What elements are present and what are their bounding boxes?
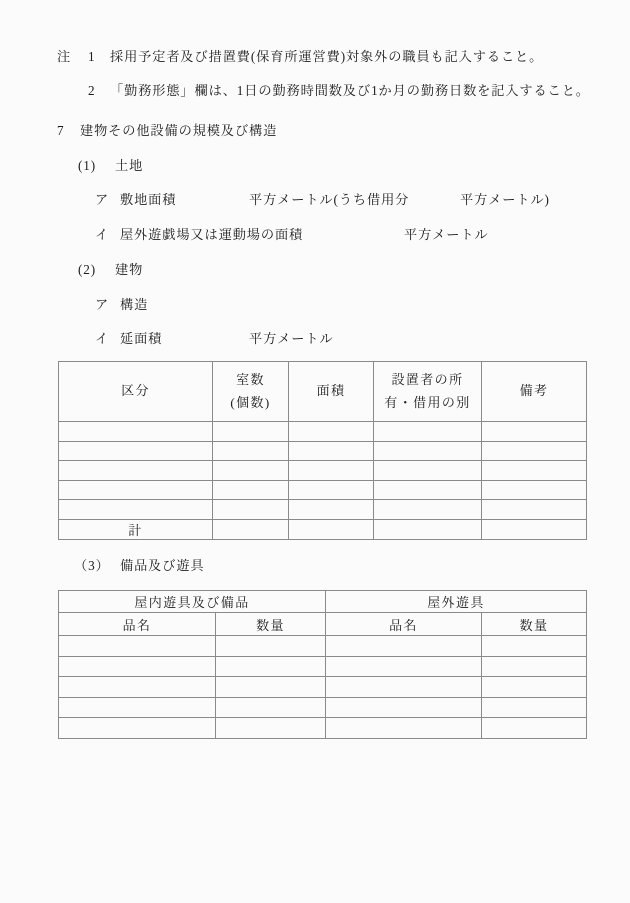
header-room-count-line1: 室数	[236, 371, 265, 387]
item-unit-1b: 平方メートル	[404, 227, 489, 242]
item-unit2-1a: 平方メートル)	[460, 192, 550, 207]
group-header-outdoor: 屋外遊具	[326, 591, 587, 613]
notes-label: 注	[57, 49, 72, 64]
cell-remarks[interactable]	[482, 461, 587, 481]
header-outdoor-name: 品名	[326, 613, 482, 636]
cell-ownership[interactable]	[374, 500, 482, 520]
item-unit-1a: 平方メートル(うち借用分	[249, 192, 410, 207]
cell-remarks[interactable]	[482, 480, 587, 500]
section-title: 建物その他設備の規模及び構造	[80, 123, 278, 138]
cell-remarks[interactable]	[482, 441, 587, 461]
cell-outdoor-name[interactable]	[326, 677, 482, 698]
subsection-title-1: 土地	[115, 158, 144, 173]
header-cell-remarks: 備考	[482, 362, 587, 422]
table-row[interactable]	[59, 500, 587, 520]
note-number-1: 1	[88, 49, 95, 64]
cell-ownership[interactable]	[374, 422, 482, 442]
header-indoor-qty: 数量	[216, 613, 326, 636]
header-ownership-line2: 有・借用の別	[384, 394, 471, 410]
cell-indoor-qty[interactable]	[216, 697, 326, 718]
cell-area[interactable]	[289, 422, 374, 442]
cell-category[interactable]	[59, 500, 213, 520]
table-row[interactable]	[59, 656, 587, 677]
note-number-2: 2	[88, 83, 95, 98]
table-row[interactable]	[59, 636, 587, 657]
note-text-1: 採用予定者及び措置費(保育所運営費)対象外の職員も記入すること。	[110, 49, 544, 64]
cell-indoor-qty[interactable]	[216, 718, 326, 739]
item-label-1b: 屋外遊戯場又は運動場の面積	[120, 227, 304, 242]
cell-indoor-qty[interactable]	[216, 636, 326, 657]
subsection-label-3: （3）	[74, 558, 110, 573]
header-cell-category: 区分	[59, 362, 213, 422]
cell-indoor-name[interactable]	[59, 636, 216, 657]
total-area[interactable]	[289, 519, 374, 539]
cell-remarks[interactable]	[482, 422, 587, 442]
cell-room-count[interactable]	[213, 480, 289, 500]
table-group-header-row	[59, 591, 587, 613]
cell-remarks[interactable]	[482, 500, 587, 520]
cell-area[interactable]	[289, 461, 374, 481]
total-label: 計	[59, 519, 213, 539]
note-text-2: 「勤務形態」欄は、1日の勤務時間数及び1か月の勤務日数を記入すること。	[110, 83, 590, 98]
cell-category[interactable]	[59, 461, 213, 481]
table-row[interactable]	[59, 461, 587, 481]
cell-indoor-qty[interactable]	[216, 677, 326, 698]
cell-category[interactable]	[59, 441, 213, 461]
total-ownership[interactable]	[374, 519, 482, 539]
cell-ownership[interactable]	[374, 480, 482, 500]
subsection-label-2: (2)	[78, 262, 97, 277]
item-label-2b: 延面積	[120, 331, 163, 346]
item-unit-2b: 平方メートル	[249, 331, 334, 346]
cell-outdoor-name[interactable]	[326, 656, 482, 677]
header-cell-area: 面積	[289, 362, 374, 422]
rooms-table	[58, 361, 587, 540]
table-row[interactable]	[59, 480, 587, 500]
table-row[interactable]	[59, 422, 587, 442]
cell-outdoor-name[interactable]	[326, 718, 482, 739]
table-total-row[interactable]	[59, 519, 587, 539]
section-number: 7	[57, 123, 64, 138]
subsection-title-2: 建物	[115, 262, 144, 277]
table-sub-header-row	[59, 613, 587, 636]
cell-outdoor-qty[interactable]	[482, 677, 587, 698]
cell-indoor-name[interactable]	[59, 677, 216, 698]
cell-indoor-qty[interactable]	[216, 656, 326, 677]
cell-outdoor-name[interactable]	[326, 697, 482, 718]
item-marker-1a: ア	[95, 192, 110, 207]
header-cell-room-count	[213, 362, 289, 422]
cell-room-count[interactable]	[213, 500, 289, 520]
item-label-1a: 敷地面積	[120, 192, 177, 207]
cell-indoor-name[interactable]	[59, 656, 216, 677]
cell-category[interactable]	[59, 422, 213, 442]
cell-indoor-name[interactable]	[59, 718, 216, 739]
cell-room-count[interactable]	[213, 441, 289, 461]
cell-area[interactable]	[289, 480, 374, 500]
item-marker-1b: イ	[95, 227, 110, 242]
cell-room-count[interactable]	[213, 422, 289, 442]
subsection-title-3: 備品及び遊具	[120, 558, 205, 573]
table-header-row	[59, 362, 587, 422]
item-marker-2a: ア	[95, 297, 110, 312]
cell-outdoor-qty[interactable]	[482, 636, 587, 657]
cell-category[interactable]	[59, 480, 213, 500]
item-marker-2b: イ	[95, 331, 110, 346]
total-room-count[interactable]	[213, 519, 289, 539]
cell-outdoor-qty[interactable]	[482, 718, 587, 739]
group-header-indoor: 屋内遊具及び備品	[59, 591, 326, 613]
equipment-table	[58, 590, 587, 739]
cell-outdoor-qty[interactable]	[482, 697, 587, 718]
item-label-2a: 構造	[120, 297, 149, 312]
cell-outdoor-name[interactable]	[326, 636, 482, 657]
cell-outdoor-qty[interactable]	[482, 656, 587, 677]
table-row[interactable]	[59, 718, 587, 739]
header-cell-ownership	[374, 362, 482, 422]
cell-area[interactable]	[289, 441, 374, 461]
cell-room-count[interactable]	[213, 461, 289, 481]
cell-area[interactable]	[289, 500, 374, 520]
cell-ownership[interactable]	[374, 441, 482, 461]
total-remarks[interactable]	[482, 519, 587, 539]
subsection-label-1: (1)	[78, 158, 97, 173]
table-row[interactable]	[59, 697, 587, 718]
header-outdoor-qty: 数量	[482, 613, 587, 636]
header-indoor-name: 品名	[59, 613, 216, 636]
table-row[interactable]	[59, 677, 587, 698]
table-row[interactable]	[59, 441, 587, 461]
cell-ownership[interactable]	[374, 461, 482, 481]
header-room-count-line2: (個数)	[230, 394, 271, 410]
header-ownership-line1: 設置者の所	[391, 371, 464, 387]
cell-indoor-name[interactable]	[59, 697, 216, 718]
